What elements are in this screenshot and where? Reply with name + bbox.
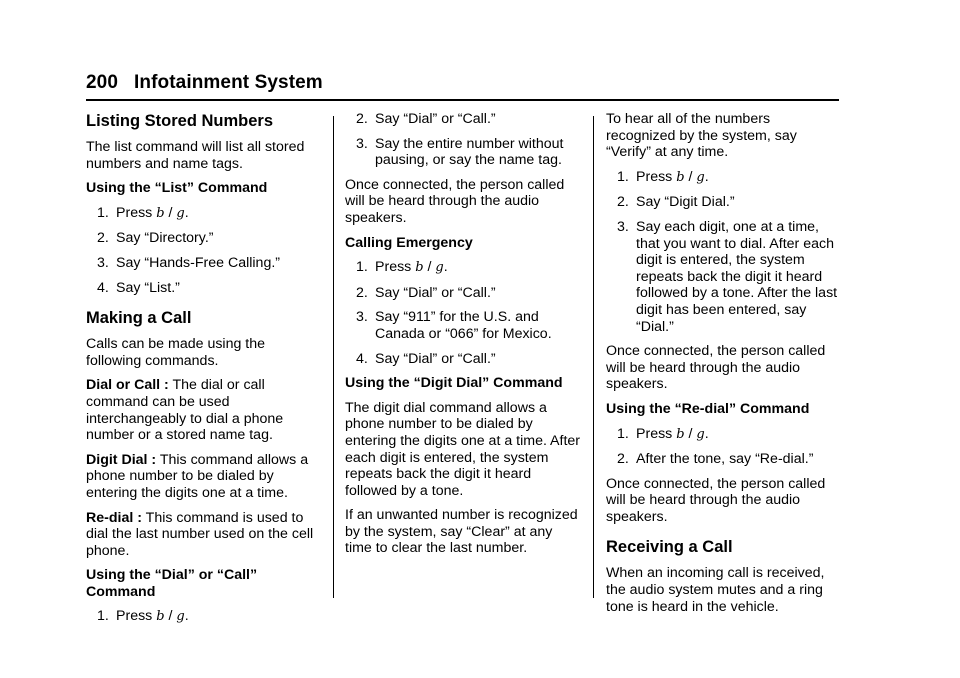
list-item: 1. Press b / g. [617, 168, 709, 185]
phone-call-icon: b [156, 609, 165, 625]
voice-command-icon: g [176, 205, 185, 221]
page-header [86, 72, 323, 94]
paragraph: To hear all of the numbers recognized by the system, say “Verify” at any time. [606, 111, 797, 161]
paragraph: Once connected, the person called will be heard through the audio speakers. [606, 343, 826, 393]
list-item: 2. Say “Directory.” [97, 230, 214, 247]
definition-digit-dial: Digit Dial : This command allows a phone number to be dialed by entering the digits one at a time. [86, 451, 309, 501]
voice-command-icon: g [696, 426, 705, 442]
section-title: Infotainment System [134, 72, 323, 93]
list-item: 2. After the tone, say “Re-dial.” [617, 451, 814, 468]
list-item: 3. Say “911” for the U.S. and Canada or “066” for Mexico. [356, 309, 552, 342]
list-item: 4. Say “List.” [97, 279, 180, 296]
heading-receiving-a-call: Receiving a Call [606, 538, 733, 557]
voice-command-icon: g [176, 609, 185, 625]
paragraph: Once connected, the person called will be heard through the audio speakers. [345, 176, 565, 226]
paragraph: If an unwanted number is recognized by the system, say “Clear” at any time to clear the last number. [345, 507, 578, 557]
list-item: 2. Say “Digit Dial.” [617, 194, 735, 211]
list-item: 3. Say the entire number without pausing, or say the name tag. [356, 135, 564, 169]
subheading-re-dial-command: Using the “Re-dial” Command [606, 400, 810, 417]
paragraph: Once connected, the person called will be heard through the audio speakers. [606, 475, 826, 525]
heading-listing-stored-numbers: Listing Stored Numbers [86, 112, 274, 130]
list-item: 1. Press b / g. [97, 204, 189, 221]
phone-call-icon: b [156, 205, 165, 221]
phone-call-icon: b [415, 260, 424, 276]
header-rule [86, 99, 839, 101]
voice-command-icon: g [435, 260, 444, 276]
phone-call-icon: b [676, 426, 685, 442]
subheading-calling-emergency: Calling Emergency [345, 234, 473, 251]
paragraph: When an incoming call is received, the audio system mutes and a ring tone is heard in the vehicle. [606, 565, 825, 615]
term: Re-dial : [86, 509, 142, 526]
paragraph: The list command will list all stored numbers and name tags. [86, 139, 305, 172]
column-2 [345, 111, 581, 565]
definition-re-dial: Re-dial : This command is used to dial the last number used on the cell phone. [86, 509, 314, 559]
list-item: 1. Press b / g. [617, 425, 709, 442]
term: Dial or Call : [86, 377, 169, 394]
subheading-digit-dial-command: Using the “Digit Dial” Command [345, 375, 563, 392]
voice-command-icon: g [696, 169, 705, 185]
subheading-dial-or-call-command: Using the “Dial” or “Call” Command [86, 567, 258, 600]
paragraph: The digit dial command allows a phone number to be dialed by entering the digits one at a time. After each digit is entered, the system repeats back the digit it heard followed by a tone. [345, 399, 581, 499]
column-divider [593, 116, 594, 598]
definition-dial-or-call: Dial or Call : The dial or call command can be used interchangeably to dial a phone number or a stored name tag. [86, 377, 284, 444]
list-item: 3. Say each digit, one at a time, that you want to dial. After each digit is entered, the system repeats back the digit it heard followed by a tone. After the last digit has been entered, say “Dial.” [617, 218, 838, 335]
page-number: 200 [86, 72, 119, 93]
list-item: 1. Press b / g. [97, 608, 189, 625]
heading-making-a-call: Making a Call [86, 309, 192, 328]
term: Digit Dial : [86, 451, 157, 468]
subheading-list-command: Using the “List” Command [86, 180, 268, 197]
list-item: 2. Say “Dial” or “Call.” [356, 284, 496, 301]
paragraph: Calls can be made using the following commands. [86, 336, 266, 369]
phone-call-icon: b [676, 169, 685, 185]
list-item: 1. Press b / g. [356, 259, 448, 276]
column-divider [333, 116, 334, 598]
list-item: 2. Say “Dial” or “Call.” [356, 111, 496, 127]
column-1 [86, 111, 322, 634]
column-3 [606, 111, 842, 623]
list-item: 3. Say “Hands-Free Calling.” [97, 254, 281, 271]
list-item: 4. Say “Dial” or “Call.” [356, 350, 496, 367]
